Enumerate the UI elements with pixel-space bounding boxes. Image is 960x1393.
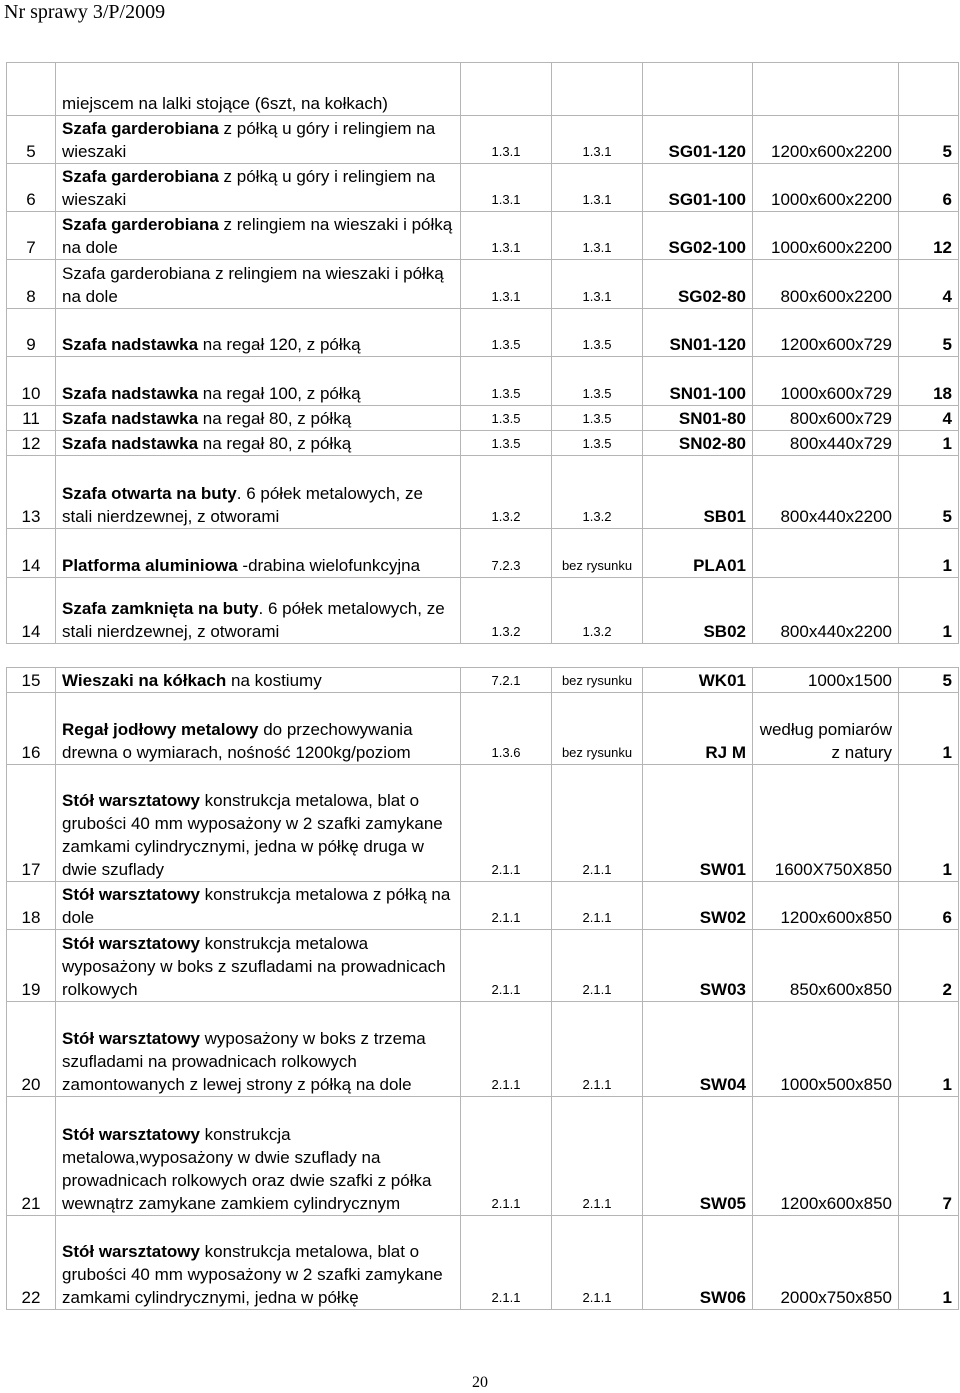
item-details: na regał 80, z półką xyxy=(198,434,352,453)
item-dimensions: 800x600x729 xyxy=(753,406,899,431)
spec-code-2: 1.3.1 xyxy=(552,260,643,309)
spec-code-2: bez rysunku xyxy=(552,529,643,578)
table-row xyxy=(7,357,959,406)
item-name: Szafa nadstawka xyxy=(62,434,199,453)
spec-code-1 xyxy=(461,644,552,668)
equipment-table xyxy=(6,62,959,1310)
item-name: Szafa garderobiana xyxy=(62,119,219,138)
spec-code-2: 1.3.5 xyxy=(552,406,643,431)
row-number: 12 xyxy=(7,431,56,456)
item-dimensions: 1200x600x729 xyxy=(753,309,899,357)
table-row xyxy=(7,644,959,668)
item-name: Stół warsztatowy xyxy=(62,1125,200,1144)
item-symbol: SB01 xyxy=(643,456,753,529)
item-symbol: SB02 xyxy=(643,578,753,644)
row-number: 14 xyxy=(7,529,56,578)
item-name: Szafa garderobiana xyxy=(62,167,219,186)
item-quantity: 5 xyxy=(899,116,959,164)
spec-code-2: 1.3.1 xyxy=(552,212,643,260)
item-dimensions: 1000x600x2200 xyxy=(753,164,899,212)
item-description xyxy=(56,930,461,1002)
spec-code-2: 1.3.5 xyxy=(552,357,643,406)
spec-code-1: 7.2.3 xyxy=(461,529,552,578)
row-number: 18 xyxy=(7,882,56,930)
item-symbol: SG01-120 xyxy=(643,116,753,164)
row-number: 7 xyxy=(7,212,56,260)
spec-code-1: 2.1.1 xyxy=(461,1097,552,1216)
item-name: Szafa nadstawka xyxy=(62,409,199,428)
spec-code-2: bez rysunku xyxy=(552,693,643,765)
row-number: 14 xyxy=(7,578,56,644)
item-quantity: 1 xyxy=(899,431,959,456)
item-details: konstrukcja metalowa, blat o grubości 40 mm wyposażony w 2 szafki zamykane zamkami cylindrycznymi, jedna w półkę xyxy=(62,1242,443,1307)
item-details: konstrukcja metalowa, blat o grubości 40 mm wyposażony w 2 szafki zamykane zamkami cylindrycznymi, jedna w półkę druga w dwie szuflady xyxy=(62,791,443,879)
spec-code-1: 1.3.2 xyxy=(461,456,552,529)
row-number: 8 xyxy=(7,260,56,309)
spec-code-1: 1.3.1 xyxy=(461,212,552,260)
item-quantity: 1 xyxy=(899,529,959,578)
table-row xyxy=(7,529,959,578)
item-quantity: 5 xyxy=(899,309,959,357)
item-dimensions: 1600X750X850 xyxy=(753,765,899,882)
item-description xyxy=(56,456,461,529)
item-name: Szafa otwarta na buty xyxy=(62,484,237,503)
item-quantity: 12 xyxy=(899,212,959,260)
row-number xyxy=(7,63,56,116)
page-number: 20 xyxy=(472,1374,488,1391)
spec-code-2: 2.1.1 xyxy=(552,1216,643,1310)
item-quantity: 2 xyxy=(899,930,959,1002)
item-name: Regał jodłowy metalowy xyxy=(62,720,259,739)
spec-code-1: 7.2.1 xyxy=(461,668,552,693)
item-dimensions: 800x440x729 xyxy=(753,431,899,456)
item-dimensions: według pomiarów z natury xyxy=(753,693,899,765)
item-details: z półką u góry i relingiem na wieszaki xyxy=(62,167,436,209)
table-row xyxy=(7,693,959,765)
item-details: . 6 półek metalowych, ze stali nierdzewnej, z otworami xyxy=(62,599,445,641)
table-row xyxy=(7,260,959,309)
item-description xyxy=(56,309,461,357)
item-symbol: SN01-100 xyxy=(643,357,753,406)
item-description xyxy=(56,529,461,578)
spec-code-2: 1.3.1 xyxy=(552,116,643,164)
row-number: 9 xyxy=(7,309,56,357)
item-details: na regał 120, z półką xyxy=(198,335,361,354)
item-details: na kostiumy xyxy=(226,671,322,690)
item-description xyxy=(56,1216,461,1310)
spec-code-2 xyxy=(552,63,643,116)
spec-code-1: 1.3.6 xyxy=(461,693,552,765)
spec-code-2: 2.1.1 xyxy=(552,765,643,882)
item-name: Stół warsztatowy xyxy=(62,791,200,810)
item-name: Platforma aluminiowa xyxy=(62,556,238,575)
spec-code-1: 1.3.5 xyxy=(461,357,552,406)
table-row xyxy=(7,309,959,357)
table-row xyxy=(7,668,959,693)
item-quantity: 1 xyxy=(899,1216,959,1310)
item-details: miejscem na lalki stojące (6szt, na kołkach) xyxy=(62,94,388,113)
item-symbol: SW03 xyxy=(643,930,753,1002)
item-dimensions: 850x600x850 xyxy=(753,930,899,1002)
spec-code-2: 1.3.2 xyxy=(552,456,643,529)
spec-code-2: 1.3.5 xyxy=(552,431,643,456)
item-dimensions: 1200x600x2200 xyxy=(753,116,899,164)
spec-code-2: 1.3.1 xyxy=(552,164,643,212)
table-row xyxy=(7,1097,959,1216)
item-details: konstrukcja metalowa,wyposażony w dwie szuflady na prowadnicach rolkowych oraz dwie szafki z półka wewnątrz zamykane zamkiem cylindrycznym xyxy=(62,1125,432,1213)
item-symbol: SW05 xyxy=(643,1097,753,1216)
item-description xyxy=(56,164,461,212)
item-description xyxy=(56,63,461,116)
item-symbol: WK01 xyxy=(643,668,753,693)
item-quantity: 6 xyxy=(899,882,959,930)
item-name: Wieszaki na kółkach xyxy=(62,671,227,690)
item-details: wyposażony w boks z trzema szufladami na prowadnicach rolkowych zamontowanych z lewej strony z półką na dole xyxy=(62,1029,426,1094)
row-number: 11 xyxy=(7,406,56,431)
item-dimensions: 800x440x2200 xyxy=(753,578,899,644)
item-quantity: 1 xyxy=(899,765,959,882)
table-row xyxy=(7,164,959,212)
spec-code-1: 2.1.1 xyxy=(461,1002,552,1097)
item-description xyxy=(56,357,461,406)
spec-code-2: 2.1.1 xyxy=(552,930,643,1002)
item-name: Szafa garderobiana xyxy=(62,215,219,234)
item-symbol: SN01-120 xyxy=(643,309,753,357)
item-dimensions xyxy=(753,644,899,668)
item-details: na regał 80, z półką xyxy=(198,409,352,428)
row-number: 13 xyxy=(7,456,56,529)
spec-code-1: 2.1.1 xyxy=(461,1216,552,1310)
item-symbol: SG01-100 xyxy=(643,164,753,212)
item-description xyxy=(56,578,461,644)
item-symbol xyxy=(643,63,753,116)
item-description xyxy=(56,765,461,882)
table-row xyxy=(7,578,959,644)
item-description xyxy=(56,212,461,260)
item-description xyxy=(56,882,461,930)
item-dimensions: 1000x600x729 xyxy=(753,357,899,406)
row-number: 5 xyxy=(7,116,56,164)
item-dimensions xyxy=(753,63,899,116)
item-dimensions: 800x600x2200 xyxy=(753,260,899,309)
spec-code-2: 1.3.5 xyxy=(552,309,643,357)
spec-code-2: bez rysunku xyxy=(552,668,643,693)
spec-code-1: 1.3.5 xyxy=(461,406,552,431)
item-symbol: SN02-80 xyxy=(643,431,753,456)
spec-code-1: 2.1.1 xyxy=(461,930,552,1002)
item-dimensions xyxy=(753,529,899,578)
item-dimensions: 2000x750x850 xyxy=(753,1216,899,1310)
spec-code-2: 2.1.1 xyxy=(552,1002,643,1097)
item-description xyxy=(56,1002,461,1097)
item-details: na regał 100, z półką xyxy=(198,384,361,403)
item-name: Stół warsztatowy xyxy=(62,934,200,953)
table-row xyxy=(7,1216,959,1310)
item-name: Szafa nadstawka xyxy=(62,384,199,403)
table-row xyxy=(7,882,959,930)
item-quantity: 1 xyxy=(899,693,959,765)
row-number: 21 xyxy=(7,1097,56,1216)
row-number: 15 xyxy=(7,668,56,693)
spec-code-1: 1.3.1 xyxy=(461,116,552,164)
spec-code-2: 2.1.1 xyxy=(552,1097,643,1216)
item-quantity: 7 xyxy=(899,1097,959,1216)
item-quantity: 1 xyxy=(899,578,959,644)
spec-code-1: 1.3.5 xyxy=(461,431,552,456)
item-description xyxy=(56,260,461,309)
table-row xyxy=(7,116,959,164)
item-description xyxy=(56,431,461,456)
table-row xyxy=(7,406,959,431)
item-description xyxy=(56,693,461,765)
item-name: Szafa nadstawka xyxy=(62,335,199,354)
item-quantity xyxy=(899,644,959,668)
item-details: -drabina wielofunkcyjna xyxy=(237,556,421,575)
item-symbol: SW04 xyxy=(643,1002,753,1097)
item-quantity: 5 xyxy=(899,456,959,529)
item-dimensions: 1000x500x850 xyxy=(753,1002,899,1097)
item-description xyxy=(56,644,461,668)
item-description xyxy=(56,406,461,431)
spec-code-1: 2.1.1 xyxy=(461,765,552,882)
item-details: z relingiem na wieszaki i półką na dole xyxy=(62,215,453,257)
row-number: 22 xyxy=(7,1216,56,1310)
table-row xyxy=(7,63,959,116)
spec-code-1: 1.3.1 xyxy=(461,164,552,212)
item-description xyxy=(56,668,461,693)
item-symbol: SG02-80 xyxy=(643,260,753,309)
item-name: Stół warsztatowy xyxy=(62,1029,200,1048)
row-number xyxy=(7,644,56,668)
item-dimensions: 1000x1500 xyxy=(753,668,899,693)
spec-code-1: 1.3.2 xyxy=(461,578,552,644)
item-symbol: PLA01 xyxy=(643,529,753,578)
row-number: 16 xyxy=(7,693,56,765)
item-details: konstrukcja metalowa z półką na dole xyxy=(62,885,451,927)
spec-code-2: 1.3.2 xyxy=(552,578,643,644)
item-quantity: 5 xyxy=(899,668,959,693)
row-number: 6 xyxy=(7,164,56,212)
item-details: z półką u góry i relingiem na wieszaki xyxy=(62,119,436,161)
row-number: 10 xyxy=(7,357,56,406)
spec-code-1 xyxy=(461,63,552,116)
spec-code-2: 2.1.1 xyxy=(552,882,643,930)
spec-code-1: 1.3.5 xyxy=(461,309,552,357)
item-symbol: SW06 xyxy=(643,1216,753,1310)
item-quantity: 6 xyxy=(899,164,959,212)
table-row xyxy=(7,212,959,260)
item-quantity: 4 xyxy=(899,260,959,309)
item-symbol: SG02-100 xyxy=(643,212,753,260)
item-details: do przechowywania drewna o wymiarach, nośność 1200kg/poziom xyxy=(62,720,413,762)
spec-code-1: 1.3.1 xyxy=(461,260,552,309)
table-row xyxy=(7,765,959,882)
item-symbol xyxy=(643,644,753,668)
case-number: Nr sprawy 3/P/2009 xyxy=(4,1,166,23)
item-name: Stół warsztatowy xyxy=(62,885,200,904)
table-row xyxy=(7,1002,959,1097)
item-symbol: SW02 xyxy=(643,882,753,930)
item-details: Szafa garderobiana z relingiem na wieszaki i półką na dole xyxy=(62,264,444,306)
item-quantity: 4 xyxy=(899,406,959,431)
row-number: 19 xyxy=(7,930,56,1002)
table-row xyxy=(7,930,959,1002)
item-quantity: 18 xyxy=(899,357,959,406)
item-symbol: RJ M xyxy=(643,693,753,765)
table-row xyxy=(7,431,959,456)
item-description xyxy=(56,116,461,164)
table-body xyxy=(7,63,959,1310)
row-number: 17 xyxy=(7,765,56,882)
item-dimensions: 1000x600x2200 xyxy=(753,212,899,260)
spec-code-2 xyxy=(552,644,643,668)
item-quantity: 1 xyxy=(899,1002,959,1097)
table-row xyxy=(7,456,959,529)
item-symbol: SW01 xyxy=(643,765,753,882)
item-quantity xyxy=(899,63,959,116)
item-details: . 6 półek metalowych, ze stali nierdzewnej, z otworami xyxy=(62,484,423,526)
spec-code-1: 2.1.1 xyxy=(461,882,552,930)
item-name: Szafa zamknięta na buty xyxy=(62,599,259,618)
item-description xyxy=(56,1097,461,1216)
item-dimensions: 1200x600x850 xyxy=(753,882,899,930)
item-dimensions: 800x440x2200 xyxy=(753,456,899,529)
item-name: Stół warsztatowy xyxy=(62,1242,200,1261)
item-details: konstrukcja metalowa wyposażony w boks z szufladami na prowadnicach rolkowych xyxy=(62,934,446,999)
item-symbol: SN01-80 xyxy=(643,406,753,431)
item-dimensions: 1200x600x850 xyxy=(753,1097,899,1216)
row-number: 20 xyxy=(7,1002,56,1097)
